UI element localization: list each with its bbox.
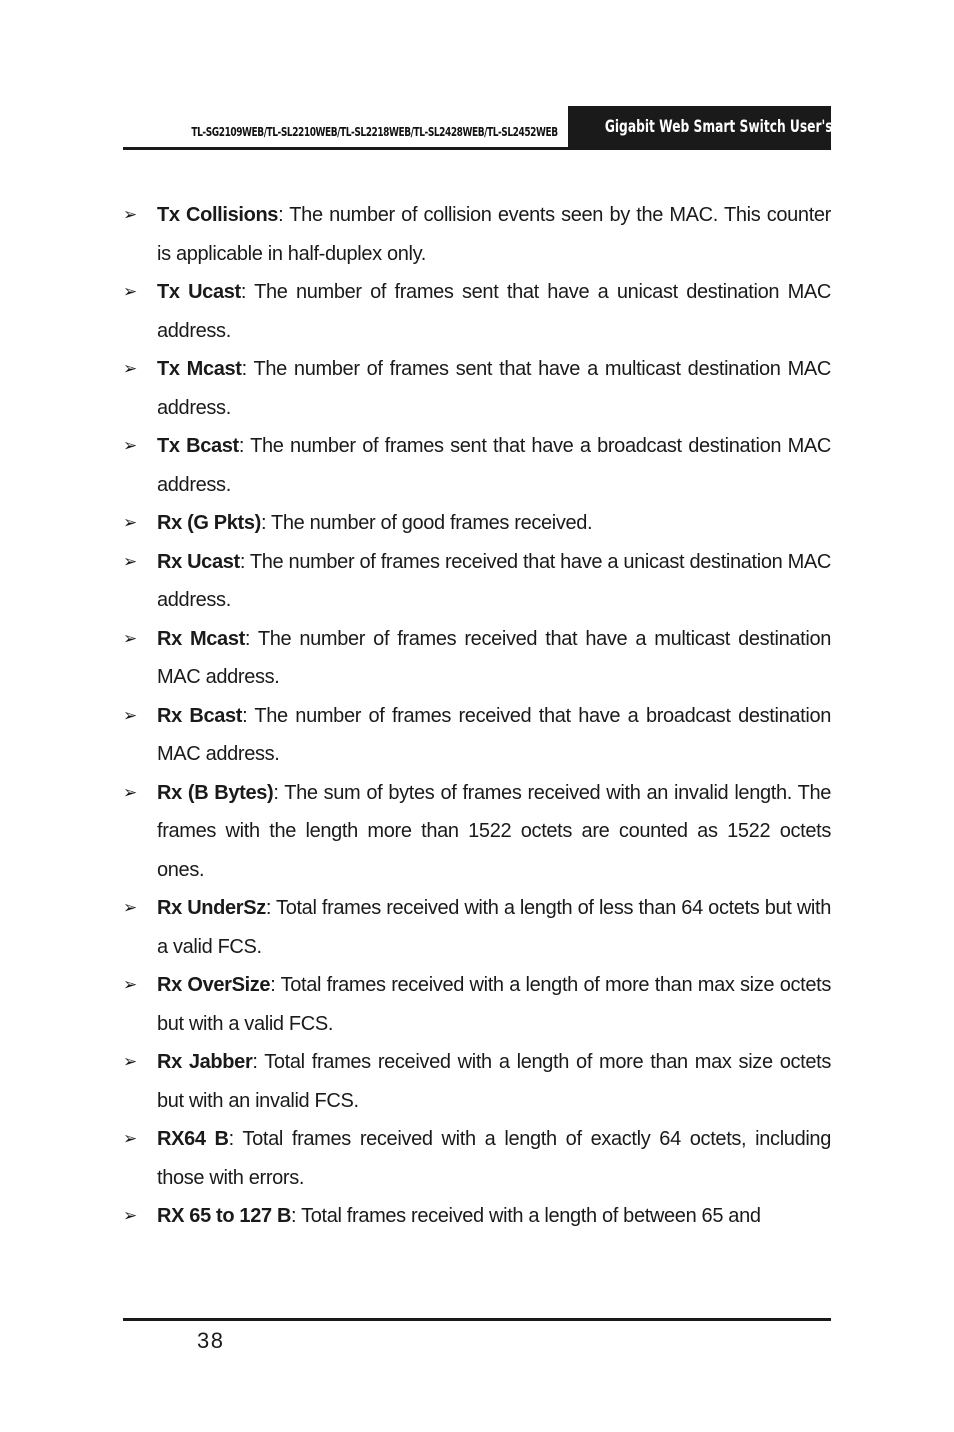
arrow-bullet-icon: ➢ [123, 975, 137, 994]
definition-list [123, 196, 831, 1236]
item-description: : The number of good frames received. [260, 512, 593, 534]
arrow-bullet-icon: ➢ [123, 898, 137, 917]
arrow-bullet-icon: ➢ [123, 1052, 137, 1071]
item-term: RX 65 to 127 B [157, 1205, 292, 1227]
list-item [123, 697, 831, 774]
page-header [123, 106, 877, 150]
header-model-text: TL-SG2109WEB/TL-SL2210WEB/TL-SL2218WEB/TL-SL2428WEB/TL-SL2452WEB [191, 124, 558, 139]
item-description: : The number of frames sent that have a multicast destination MAC address. [157, 358, 831, 419]
item-description: : The number of frames received that have a unicast destination MAC address. [157, 550, 832, 611]
item-term: Rx OverSize [157, 974, 271, 996]
item-description: : The number of collision events seen by the MAC. This counter is applicable in half-duplex only. [157, 204, 831, 265]
arrow-bullet-icon: ➢ [123, 436, 137, 455]
item-term: Rx (B Bytes) [157, 781, 274, 804]
list-item [123, 774, 831, 890]
arrow-bullet-icon: ➢ [123, 628, 137, 648]
header-guide-title: Gigabit Web Smart Switch User's Guide [604, 117, 877, 137]
list-item [123, 889, 831, 966]
header-model-bar [123, 108, 568, 150]
page-number: 38 [197, 1328, 225, 1353]
list-item [123, 350, 831, 427]
item-description: : The number of frames sent that have a broadcast destination MAC address. [157, 435, 831, 496]
arrow-bullet-icon: ➢ [123, 551, 137, 571]
footer-rule [123, 1318, 831, 1321]
arrow-bullet-icon: ➢ [123, 1129, 137, 1148]
item-term: Tx Ucast [157, 281, 241, 303]
arrow-bullet-icon: ➢ [123, 782, 137, 802]
list-item [123, 427, 831, 504]
item-description: : Total frames received with a length of more than max size octets but with an invalid FCS. [157, 1051, 832, 1112]
list-item [123, 620, 831, 697]
item-description: : The sum of bytes of frames received with an invalid length. The frames with the length more than 1522 octets are counted as 1522 octets ones. [157, 781, 831, 881]
list-item [123, 1043, 831, 1120]
item-description: : Total frames received with a length of between 65 and [291, 1205, 761, 1227]
list-item [123, 504, 831, 543]
item-description: : The number of frames received that have a multicast destination MAC address. [157, 627, 831, 688]
item-description: : The number of frames received that have a broadcast destination MAC address. [157, 704, 831, 765]
item-term: Tx Bcast [157, 435, 239, 457]
item-term: Rx Bcast [157, 704, 243, 727]
list-item [123, 1120, 831, 1197]
arrow-bullet-icon: ➢ [123, 205, 137, 224]
item-description: : The number of frames sent that have a unicast destination MAC address. [157, 281, 831, 342]
item-term: RX64 B [157, 1128, 229, 1150]
arrow-bullet-icon: ➢ [123, 705, 137, 725]
list-item [123, 273, 831, 350]
list-item [123, 196, 831, 273]
item-description: : Total frames received with a length of less than 64 octets but with a valid FCS. [157, 897, 832, 958]
item-term: Rx UnderSz [157, 897, 266, 919]
list-item [123, 1197, 831, 1236]
item-term: Tx Mcast [157, 358, 242, 380]
arrow-bullet-icon: ➢ [123, 359, 137, 378]
list-item [123, 543, 831, 620]
item-term: Rx (G Pkts) [157, 512, 261, 534]
arrow-bullet-icon: ➢ [123, 282, 137, 301]
item-term: Rx Jabber [157, 1051, 253, 1073]
item-description: : Total frames received with a length of more than max size octets but with a valid FCS. [157, 974, 831, 1035]
arrow-bullet-icon: ➢ [123, 513, 137, 532]
item-term: Rx Ucast [157, 550, 240, 573]
item-term: Tx Collisions [157, 204, 279, 226]
item-description: : Total frames received with a length of exactly 64 octets, including those with errors. [157, 1128, 831, 1189]
arrow-bullet-icon: ➢ [123, 1206, 137, 1225]
header-guide-box [568, 106, 877, 150]
item-term: Rx Mcast [157, 627, 245, 650]
list-item [123, 966, 831, 1043]
